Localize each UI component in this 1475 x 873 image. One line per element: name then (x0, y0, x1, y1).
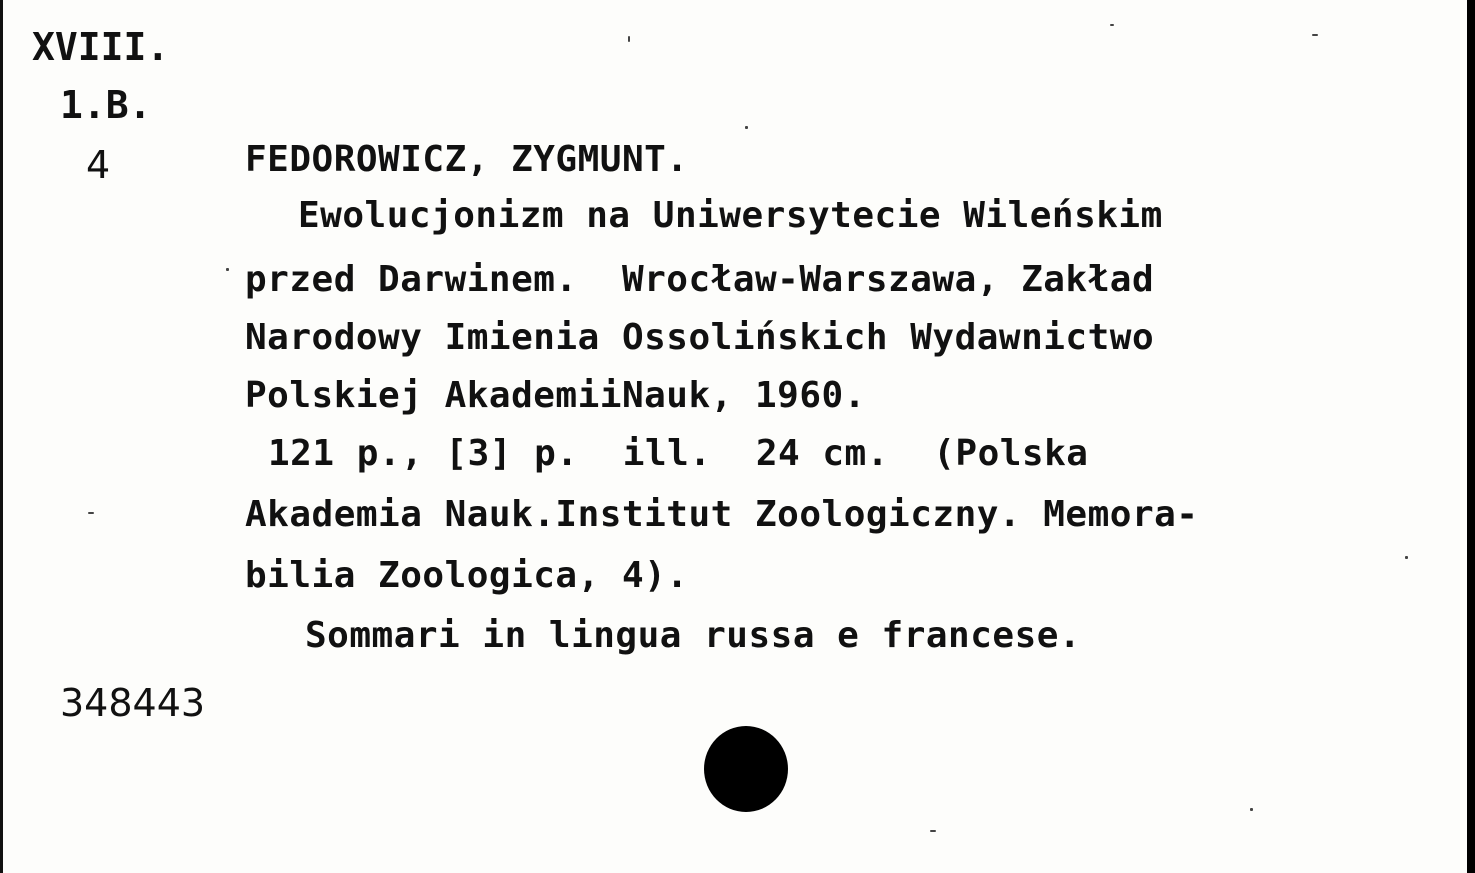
entry-line: przed Darwinem. Wrocław-Warszawa, Zakład (245, 259, 1155, 300)
punch-hole (704, 726, 788, 812)
speck (1250, 808, 1253, 811)
speck (628, 36, 630, 42)
card-right-edge (1467, 0, 1475, 873)
card-left-edge (0, 0, 3, 873)
speck (930, 830, 936, 832)
call-number-line-1: XVIII. (32, 25, 170, 69)
speck (1405, 556, 1408, 559)
entry-heading: FEDOROWICZ, ZYGMUNT. (245, 139, 689, 180)
entry-line: Polskiej AkademiiNauk, 1960. (245, 375, 866, 416)
entry-line: Akademia Nauk.Institut Zoologiczny. Memora- (245, 494, 1199, 535)
entry-line: 121 p., [3] p. ill. 24 cm. (Polska (268, 433, 1089, 474)
speck (1312, 34, 1318, 36)
accession-number: 348443 (60, 681, 206, 725)
speck (745, 126, 748, 129)
entry-line: Narodowy Imienia Ossolińskich Wydawnictwo (245, 317, 1155, 358)
speck (1110, 24, 1114, 26)
speck (226, 268, 229, 271)
call-number-line-2: 1.B. (60, 83, 152, 127)
entry-line: bilia Zoologica, 4). (245, 555, 689, 596)
entry-line: Sommari in lingua russa e francese. (305, 615, 1082, 656)
speck (88, 512, 94, 514)
entry-line: Ewolucjonizm na Uniwersytecie Wileńskim (298, 195, 1163, 236)
call-number-line-3: 4 (86, 143, 111, 187)
